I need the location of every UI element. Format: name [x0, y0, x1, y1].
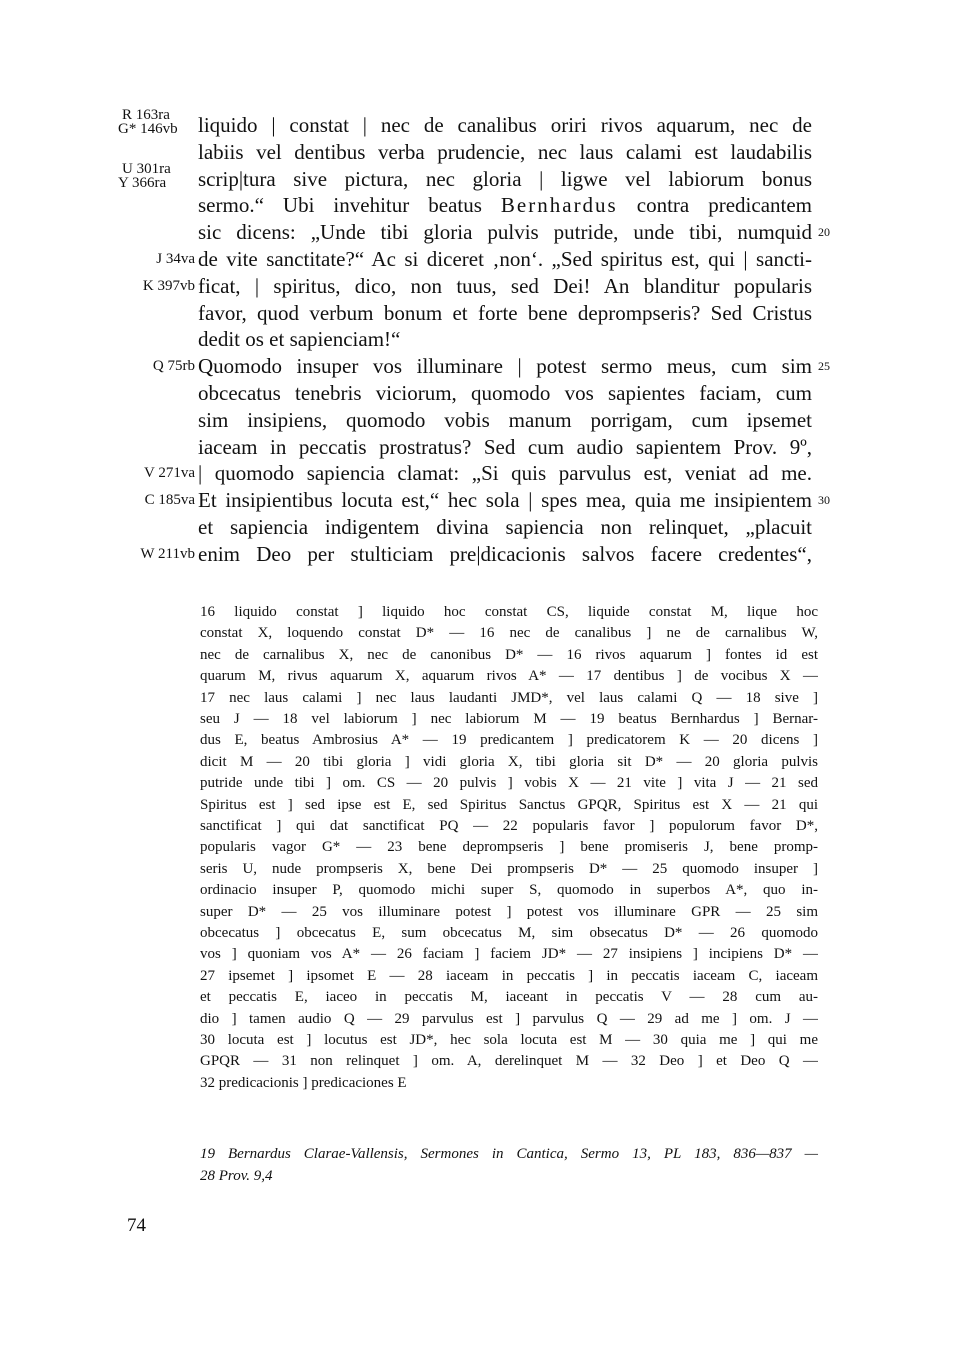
apparatus-line: et peccatis E, iaceo in peccatis M, iaceant in peccatis V — 28 cum au-	[200, 989, 818, 1006]
main-text-line	[0, 160, 960, 192]
main-text-content: favor, quod verbum bonum et forte bene deprompseris? Sed Cristus	[198, 300, 812, 325]
main-text-content: dedit os et sapienciam!“	[198, 327, 401, 352]
main-text-content: sic dicens: „Unde tibi gloria pulvis putride, unde tibi, numquid	[198, 220, 812, 245]
main-text-line	[0, 434, 960, 460]
line-number: 30	[818, 493, 830, 508]
apparatus-line: seu J — 18 vel labiorum ] nec labiorum M — 19 beatus Bernhardus ] Bernar-	[200, 711, 818, 727]
apparatus-line: ordinacio insuper P, quomodo michi super S, quomodo in superbos A*, quo in-	[200, 882, 818, 899]
main-text-content: iaceam in peccatis prostratus? Sed cum audio sapientem Prov. 9º,	[198, 434, 812, 459]
manuscript-siglum: J 34va	[156, 251, 195, 267]
main-text-content: labiis vel dentibus verba prudencie, nec laus calami est laudabilis	[198, 139, 812, 164]
main-text-line	[0, 300, 960, 326]
apparatus-line: quarum M, rivus aquarum X, aquarum rivos A* — 17 dentibus ] de vocibus X —	[200, 668, 818, 685]
apparatus-line: 16 liquido constat ] liquido hoc constat CS, liquide constat M, lique hoc	[200, 604, 818, 620]
main-text-content: enim Deo per stulticiam pre|dicacionis salvos facere credentes“,	[198, 541, 812, 566]
apparatus-line: dus E, beatus Ambrosius A* — 19 predicantem ] predicatorem K — 20 dicens ]	[200, 732, 818, 749]
main-text-line	[0, 219, 960, 245]
main-text-content: obcecatus tenebris viciorum, quomodo vos sapientes faciam, cum	[198, 381, 812, 405]
apparatus-line: Spiritus est ] sed ipse est E, sed Spiritus Sanctus GPQR, Spiritus est X — 21 qui	[200, 796, 818, 813]
page-number: 74	[127, 1215, 146, 1236]
main-text-content: et sapiencia indigentem divina sapiencia non relinquet, „placuit	[198, 515, 812, 539]
apparatus-line: dio ] tamen audio Q — 29 parvulus est ] parvulus Q — 29 ad me ] om. J —	[200, 1010, 818, 1027]
main-text-line	[0, 380, 960, 406]
source-line: 19 Bernardus Clarae-Vallensis, Sermones in Cantica, Sermo 13, PL 183, 836—837 —	[200, 1146, 818, 1162]
apparatus-line: dicit M — 20 tibi gloria ] vidi gloria X, tibi gloria sit D* — 20 gloria pulvis	[200, 753, 818, 770]
apparatus-line: 30 locuta est ] locutus est JD*, hec sola locuta est M — 30 quia me ] qui me	[200, 1032, 818, 1048]
manuscript-siglum: C 185va	[144, 492, 195, 509]
apparatus-line: super D* — 25 vos illuminare potest ] potest vos illuminare GPR — 25 sim	[200, 903, 818, 920]
apparatus-line: vos ] quoniam vos A* — 26 faciam ] faciem JD* — 27 insipiens ] incipiens D* —	[200, 946, 818, 963]
apparatus-line: 17 nec laus calami ] nec laus laudanti JMD*, vel laus calami Q — 18 sive ]	[200, 689, 818, 706]
apparatus-line: obcecatus ] obcecatus E, sum obcecatus M, sim obsecatus D* — 26 quomodo	[200, 925, 818, 941]
apparatus-line: putride unde tibi ] om. CS — 20 pulvis ] vobis X — 21 vite ] vita J — 21 sed	[200, 775, 818, 792]
main-text-line	[0, 192, 960, 218]
manuscript-siglum: V 271va	[144, 465, 195, 482]
main-text-content: | quomodo sapiencia clamat: „Si quis parvulus est, veniat ad me.	[198, 461, 812, 486]
main-text-line	[0, 541, 960, 567]
manuscript-siglum: G* 146vb	[118, 121, 178, 137]
main-text-line	[0, 353, 960, 379]
main-text-content: liquido | constat | nec de canalibus oriri rivos aquarum, nec de	[198, 113, 812, 137]
text-segment: contra predicantem	[617, 193, 813, 218]
manuscript-siglum: R 163ra	[122, 107, 170, 123]
main-text-line	[0, 326, 960, 352]
line-number: 20	[818, 225, 830, 240]
apparatus-line: popularis vagor G* — 23 bene deprompseris ] bene promiseris J, bene promp-	[200, 839, 818, 856]
main-text-content: sim insipiens, quomodo vobis manum porrigam, cum ipsemet	[198, 407, 812, 432]
main-text-line	[0, 273, 960, 299]
manuscript-siglum: U 301ra	[122, 160, 171, 177]
main-text-line	[0, 514, 960, 540]
apparatus-line: 27 ipsemet ] ipsomet E — 28 iaceam in peccatis ] in peccatis iaceam C, iaceam	[200, 967, 818, 984]
apparatus-line: GPQR — 31 non relinquet ] om. A, derelinquet M — 32 Deo ] et Deo Q —	[200, 1053, 818, 1070]
main-text-line	[0, 460, 960, 486]
apparatus-line: seris U, nude prompseris X, bene Dei prompseris D* — 25 quomodo insuper ]	[200, 860, 818, 877]
apparatus-line: 32 predicacionis ] predicaciones E	[200, 1074, 407, 1091]
apparatus-line: nec de carnalibus X, nec de canonibus D* — 16 rivos aquarum ] fontes id est	[200, 646, 818, 663]
apparatus-line: sanctificat ] qui dat sanctificat PQ — 22 popularis favor ] populorum favor D*,	[200, 818, 818, 834]
main-text-content: ficat, | spiritus, dico, non tuus, sed Dei! An blanditur popularis	[198, 273, 812, 298]
main-text-line	[0, 107, 960, 138]
main-text-line	[0, 487, 960, 513]
main-text-content	[198, 192, 812, 218]
main-text-content: de vite sanctitate?“ Ac si diceret ‚non‘. „Sed spiritus est, qui | sancti-	[198, 247, 812, 271]
manuscript-siglum: W 211vb	[140, 545, 195, 562]
main-text-line	[0, 246, 960, 272]
main-text-line	[0, 407, 960, 433]
line-number: 25	[818, 359, 830, 374]
main-text-content: Quomodo insuper vos illuminare | potest sermo meus, cum sim	[198, 354, 812, 379]
manuscript-siglum: K 397vb	[142, 277, 195, 294]
spaced-name: Bernhardus	[500, 193, 618, 218]
main-text-content: scrip|tura sive pictura, nec gloria | ligwe vel labiorum bonus	[198, 166, 812, 191]
manuscript-siglum: Q 75rb	[152, 358, 195, 375]
manuscript-siglum: Y 366ra	[118, 174, 167, 191]
source-line: 28 Prov. 9,4	[200, 1167, 273, 1184]
main-text-content: Et insipientibus locuta est,“ hec sola | spes mea, quia me insipientem	[198, 488, 812, 513]
text-segment: sermo.“ Ubi invehitur beatus	[198, 193, 501, 218]
apparatus-line: constat X, loquendo constat D* — 16 nec de canalibus ] ne de carnalibus W,	[200, 625, 818, 642]
